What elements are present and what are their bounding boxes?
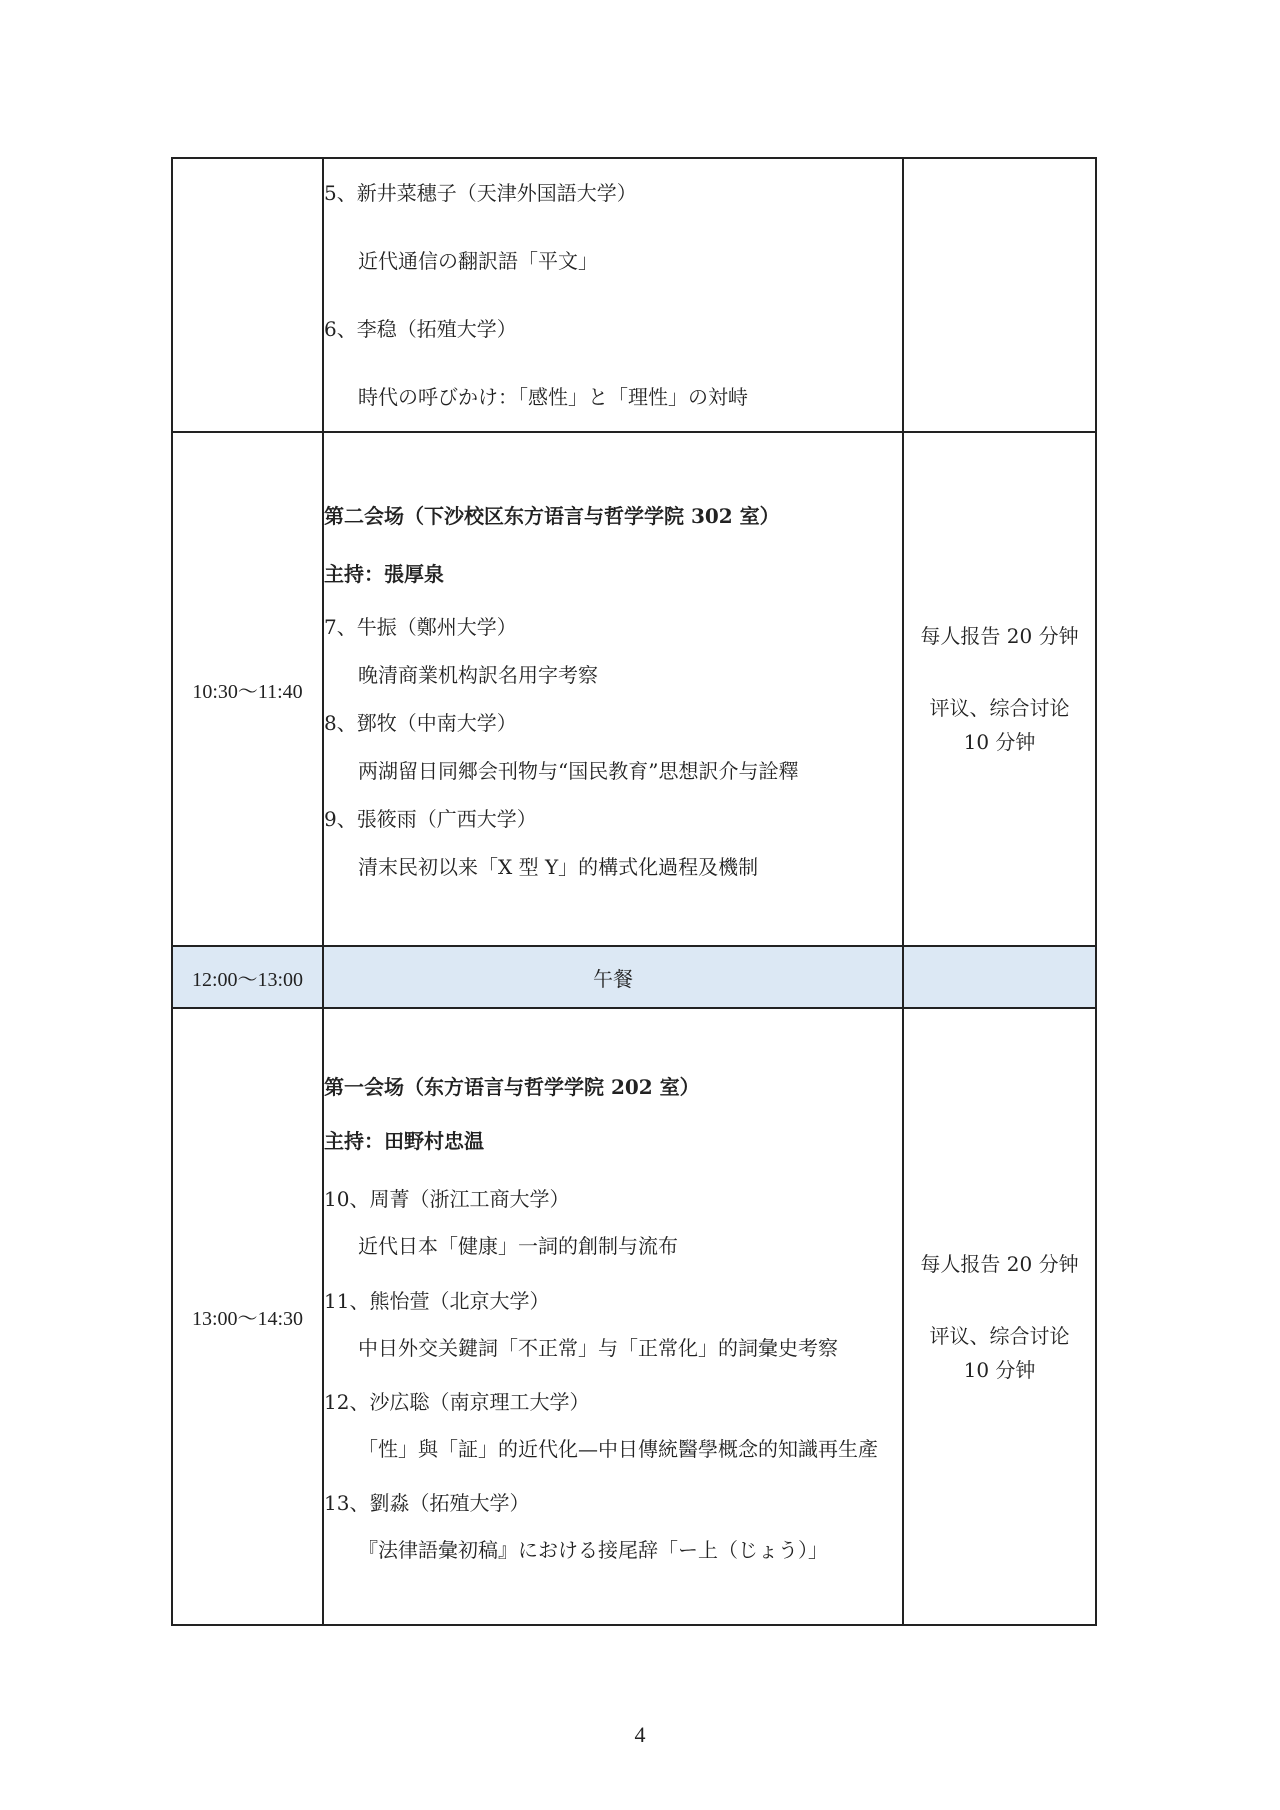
topic: 清末民初以来「X 型 Y」的構式化過程及機制 (358, 855, 759, 879)
time-cell (172, 158, 323, 432)
speaker: 5、新井菜穗子（天津外国語大学） (324, 181, 637, 205)
page-number: 4 (634, 1722, 646, 1747)
speaker: 13、劉淼（拓殖大学） (324, 1490, 530, 1515)
note-discussion-time: 10 分钟 (963, 1357, 1036, 1382)
note-cell (903, 1008, 1096, 1625)
table-row-lunch (172, 946, 1096, 1008)
speaker: 10、周菁（浙江工商大学） (324, 1186, 570, 1211)
topic: 晚清商業机构訳名用字考察 (358, 663, 598, 687)
topic: 中日外交关鍵詞「不正常」与「正常化」的詞彙史考察 (358, 1335, 838, 1360)
time-cell: 10:30～11:40 (172, 432, 323, 946)
speaker: 8、鄧牧（中南大学） (324, 711, 517, 735)
topic: 『法律語彙初稿』における接尾辞「ー上（じょう）」 (358, 1537, 828, 1562)
topic: 「性」與「証」的近代化—中日傳統醫學概念的知識再生產 (358, 1436, 878, 1461)
speaker: 7、牛振（鄭州大学） (324, 615, 517, 639)
content-cell (323, 1008, 903, 1625)
note-cell (903, 158, 1096, 432)
table-row (172, 158, 1096, 432)
time-cell: 12:00～13:00 (172, 946, 323, 1008)
table-row (172, 432, 1096, 946)
note-cell (903, 946, 1096, 1008)
topic: 近代日本「健康」一詞的創制与流布 (358, 1233, 678, 1258)
table-row (172, 1008, 1096, 1625)
venue-title: 第二会场（下沙校区东方语言与哲学学院 302 室） (324, 504, 780, 528)
note-discussion: 评议、综合讨论 (929, 696, 1070, 720)
content-cell (323, 158, 903, 432)
note-report-time: 每人报告 20 分钟 (920, 1251, 1079, 1276)
speaker: 6、李稳（拓殖大学） (324, 317, 517, 341)
lunch-label: 午餐 (323, 946, 903, 1008)
speaker: 11、熊怡萱（北京大学） (324, 1288, 550, 1313)
host-name: 主持：田野村忠温 (324, 1128, 484, 1153)
time-cell: 13:00～14:30 (172, 1008, 323, 1625)
note-report-time: 每人报告 20 分钟 (920, 624, 1079, 648)
note-discussion: 评议、综合讨论 (929, 1323, 1070, 1348)
topic: 時代の呼びかけ：「感性」と「理性」の対峙 (358, 385, 748, 409)
schedule-table (171, 157, 1097, 1626)
content-cell (323, 432, 903, 946)
topic: 两湖留日同郷会刊物与“国民教育”思想訳介与詮釋 (358, 759, 799, 783)
speaker: 9、張筱雨（广西大学） (324, 807, 537, 831)
topic: 近代通信の翻訳語「平文」 (358, 249, 598, 273)
venue-title: 第一会场（东方语言与哲学学院 202 室） (324, 1074, 700, 1099)
speaker: 12、沙広聡（南京理工大学） (324, 1389, 590, 1414)
host-name: 主持：張厚泉 (324, 562, 444, 586)
note-cell (903, 432, 1096, 946)
note-discussion-time: 10 分钟 (963, 730, 1036, 754)
